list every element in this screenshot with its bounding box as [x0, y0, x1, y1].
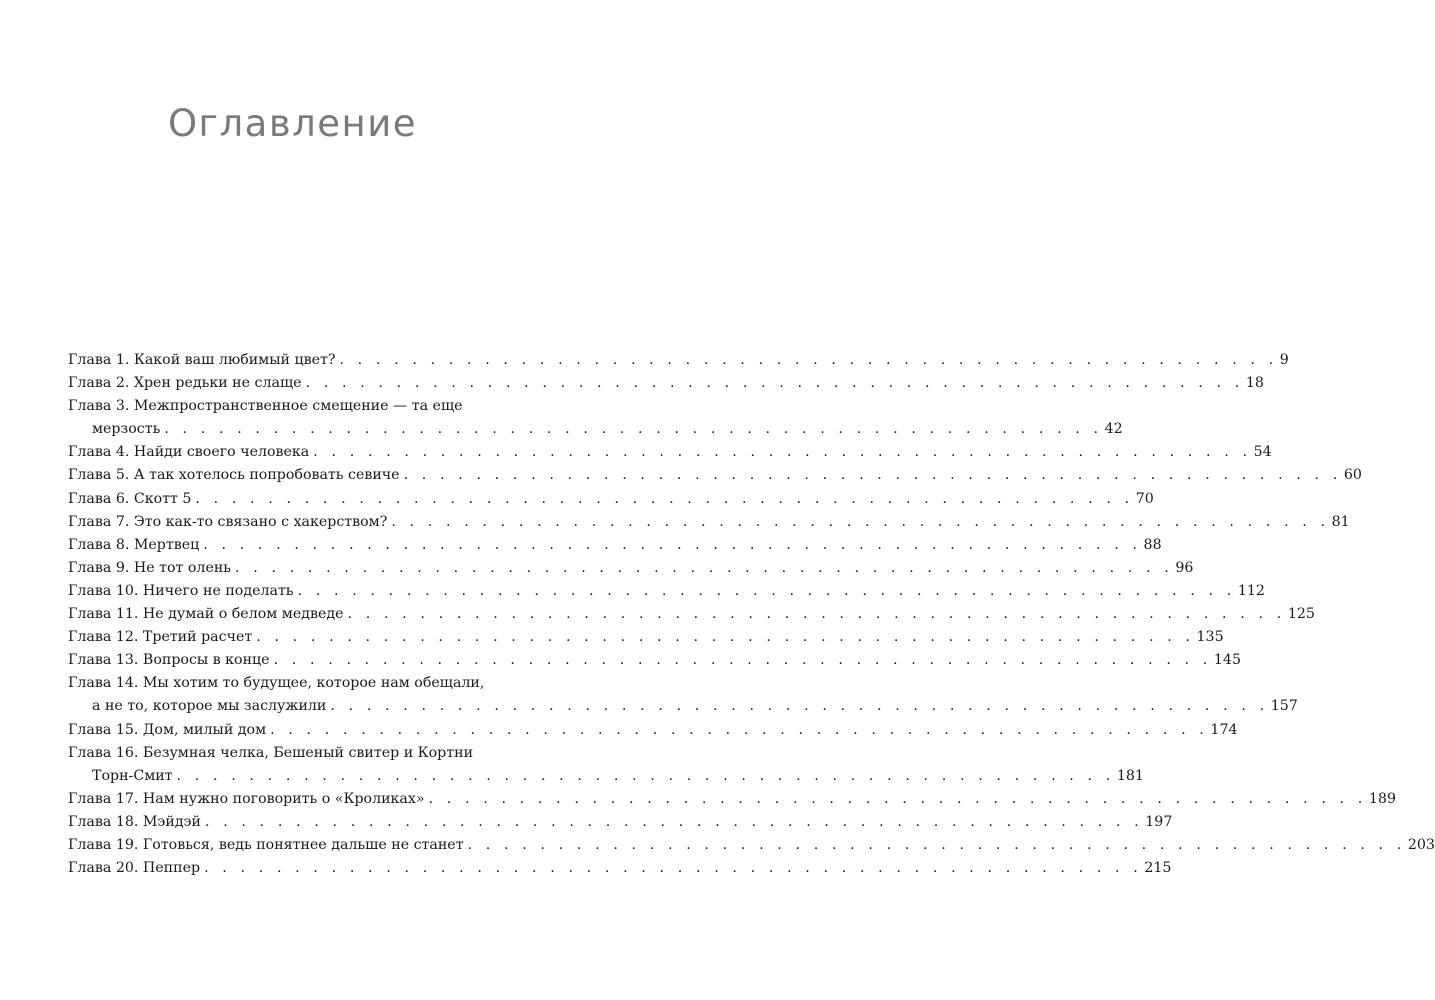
dot-leader: . . . . . . . . . . . . . . . . . . . . . . . . . . . . . . . . . . . . . . . . . . . . . . . . . . . . — [256, 629, 1195, 646]
toc-entry[interactable] — [68, 580, 1265, 603]
toc-entry-title: Глава 18. Мэйдэй — [68, 813, 201, 830]
toc-entry-title: Глава 10. Ничего не поделать — [68, 582, 294, 599]
dot-leader: . . . . . . . . . . . . . . . . . . . . . . . . . . . . . . . . . . . . . . . . . . . . . . . . . . . . — [164, 421, 1103, 438]
dot-leader: . . . . . . . . . . . . . . . . . . . . . . . . . . . . . . . . . . . . . . . . . . . . . . . . . . . . — [204, 860, 1143, 877]
toc-entry-title: Глава 9. Не тот олень — [68, 559, 232, 576]
toc-heading: Оглавление — [167, 102, 418, 145]
toc-entry[interactable] — [68, 603, 1315, 626]
dot-leader: . . . . . . . . . . . . . . . . . . . . . . . . . . . . . . . . . . . . . . . . . . . . . . . . . . . . — [270, 721, 1209, 738]
toc-entry[interactable] — [68, 834, 1435, 857]
toc-entry[interactable] — [68, 857, 1172, 880]
toc-entry-page-number: 203 — [1407, 836, 1435, 853]
toc-entry-title: Торн-Смит — [92, 767, 173, 784]
toc-entry-page-number: 181 — [1116, 767, 1144, 784]
toc-entry[interactable] — [68, 488, 1154, 511]
toc-entry-title: Глава 15. Дом, милый дом — [68, 721, 267, 738]
toc-entry-page-number: 112 — [1237, 582, 1265, 599]
toc-entry-title-first-line: Глава 14. Мы хотим то будущее, которое нам обещали, — [68, 675, 485, 692]
toc-entry-page-number: 174 — [1210, 721, 1238, 738]
dot-leader: . . . . . . . . . . . . . . . . . . . . . . . . . . . . . . . . . . . . . . . . . . . . . . . . . . . . — [313, 444, 1252, 461]
dot-leader: . . . . . . . . . . . . . . . . . . . . . . . . . . . . . . . . . . . . . . . . . . . . . . . . . . . . — [204, 813, 1144, 830]
dot-leader: . . . . . . . . . . . . . . . . . . . . . . . . . . . . . . . . . . . . . . . . . . . . . . . . . . . . — [176, 767, 1115, 784]
toc-entry-page-number: 54 — [1253, 444, 1272, 461]
toc-entry-title: Глава 19. Готовься, ведь понятнее дальше не станет — [68, 836, 464, 853]
toc-entry[interactable] — [68, 557, 1194, 580]
toc-entry[interactable] — [68, 788, 1396, 811]
toc-entry[interactable] — [68, 511, 1350, 534]
toc-entry-title: Глава 12. Третий расчет — [68, 629, 253, 646]
toc-entry[interactable] — [68, 464, 1362, 487]
dot-leader: . . . . . . . . . . . . . . . . . . . . . . . . . . . . . . . . . . . . . . . . . . . . . . . . . . . . — [330, 698, 1269, 715]
dot-leader: . . . . . . . . . . . . . . . . . . . . . . . . . . . . . . . . . . . . . . . . . . . . . . . . . . . . — [467, 836, 1406, 853]
toc-entry-page-number: 135 — [1196, 629, 1224, 646]
toc-entry-title-first-line: Глава 16. Безумная челка, Бешеный свитер и Кортни — [68, 744, 474, 761]
dot-leader: . . . . . . . . . . . . . . . . . . . . . . . . . . . . . . . . . . . . . . . . . . . . . . . . . . . . — [203, 536, 1142, 553]
toc-entry-title-first-line: Глава 3. Межпространственное смещение — та еще — [68, 398, 463, 415]
toc-entry-title: Глава 8. Мертвец — [68, 536, 200, 553]
toc-entry[interactable] — [68, 395, 1123, 441]
toc-entry[interactable] — [68, 719, 1238, 742]
toc-entry-page-number: 197 — [1145, 813, 1173, 830]
toc-entry-title: а не то, которое мы заслужили — [92, 698, 327, 715]
dot-leader: . . . . . . . . . . . . . . . . . . . . . . . . . . . . . . . . . . . . . . . . . . . . . . . . . . . . — [428, 790, 1367, 807]
toc-entry-title: мерзость — [92, 421, 161, 438]
toc-entry-page-number: 125 — [1287, 606, 1315, 623]
toc-entry-page-number: 60 — [1343, 467, 1362, 484]
toc-entry-title: Глава 17. Нам нужно поговорить о «Кроликах» — [68, 790, 425, 807]
dot-leader: . . . . . . . . . . . . . . . . . . . . . . . . . . . . . . . . . . . . . . . . . . . . . . . . . . . . — [297, 582, 1236, 599]
toc-entry[interactable] — [68, 672, 1298, 718]
dot-leader: . . . . . . . . . . . . . . . . . . . . . . . . . . . . . . . . . . . . . . . . . . . . . . . . . . . . — [195, 490, 1134, 507]
toc-entry-title: Глава 7. Это как-то связано с хакерством? — [68, 513, 388, 530]
toc-entry-title: Глава 6. Скотт 5 — [68, 490, 192, 507]
dot-leader: . . . . . . . . . . . . . . . . . . . . . . . . . . . . . . . . . . . . . . . . . . . . . . . . . . . . — [235, 559, 1174, 576]
toc-entry-page-number: 145 — [1213, 652, 1241, 669]
toc-entry-title: Глава 5. А так хотелось попробовать севиче — [68, 467, 400, 484]
toc-entry-page-number: 81 — [1331, 513, 1350, 530]
toc-entry-title: Глава 11. Не думай о белом медведе — [68, 606, 344, 623]
toc-entry[interactable] — [68, 534, 1162, 557]
toc-entry[interactable] — [68, 742, 1144, 788]
toc-entry-page-number: 42 — [1104, 421, 1123, 438]
toc-entry-page-number: 9 — [1279, 352, 1289, 368]
toc-entry-title: Глава 2. Хрен редьки не слаще — [68, 375, 302, 392]
toc-entry-title: Глава 13. Вопросы в конце — [68, 652, 270, 669]
toc-entry[interactable] — [68, 349, 1289, 372]
dot-leader: . . . . . . . . . . . . . . . . . . . . . . . . . . . . . . . . . . . . . . . . . . . . . . . . . . . . — [347, 606, 1286, 623]
toc-entry-title: Глава 4. Найди своего человека — [68, 444, 310, 461]
toc-entry[interactable] — [68, 372, 1264, 395]
dot-leader: . . . . . . . . . . . . . . . . . . . . . . . . . . . . . . . . . . . . . . . . . . . . . . . . . . . . — [339, 352, 1278, 368]
toc-entry[interactable] — [68, 441, 1272, 464]
toc-entry-page-number: 157 — [1270, 698, 1298, 715]
toc-entry-page-number: 70 — [1135, 490, 1154, 507]
toc-entry-page-number: 88 — [1143, 536, 1162, 553]
toc-list — [68, 349, 1435, 880]
toc-entry[interactable] — [68, 811, 1173, 834]
toc-entry-page-number: 189 — [1368, 790, 1396, 807]
toc-entry-page-number: 18 — [1245, 375, 1264, 392]
dot-leader: . . . . . . . . . . . . . . . . . . . . . . . . . . . . . . . . . . . . . . . . . . . . . . . . . . . . — [403, 467, 1342, 484]
dot-leader: . . . . . . . . . . . . . . . . . . . . . . . . . . . . . . . . . . . . . . . . . . . . . . . . . . . . — [391, 513, 1330, 530]
toc-entry-title: Глава 1. Какой ваш любимый цвет? — [68, 352, 336, 368]
dot-leader: . . . . . . . . . . . . . . . . . . . . . . . . . . . . . . . . . . . . . . . . . . . . . . . . . . . . — [305, 375, 1244, 392]
toc-entry-page-number: 215 — [1144, 860, 1172, 877]
dot-leader: . . . . . . . . . . . . . . . . . . . . . . . . . . . . . . . . . . . . . . . . . . . . . . . . . . . . — [273, 652, 1212, 669]
toc-entry[interactable] — [68, 649, 1241, 672]
toc-entry-title: Глава 20. Пеппер — [68, 860, 201, 877]
toc-entry[interactable] — [68, 626, 1224, 649]
toc-entry-page-number: 96 — [1175, 559, 1194, 576]
